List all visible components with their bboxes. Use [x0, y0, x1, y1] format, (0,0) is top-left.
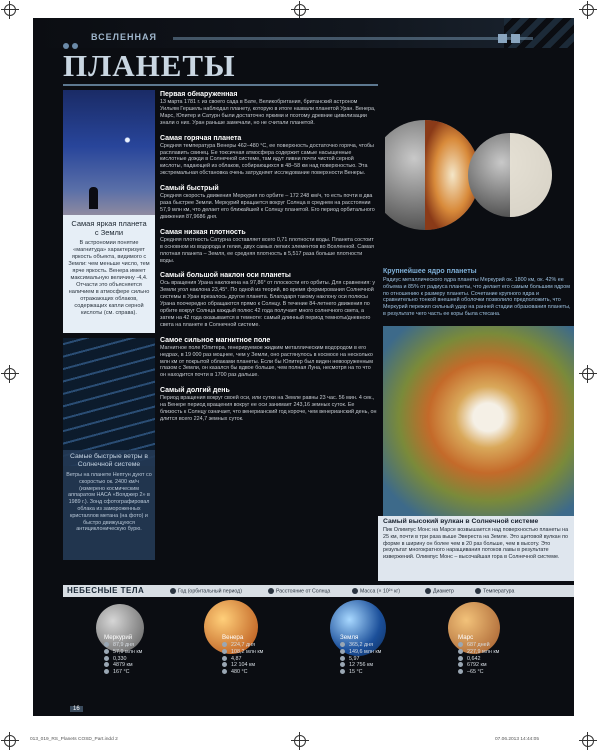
orbit-icon	[170, 588, 176, 594]
crop-mark	[4, 368, 16, 380]
articles-column	[160, 91, 377, 431]
legend-label: Расстояние от Солнца	[276, 588, 331, 595]
article-body: Ось вращения Урана наклонена на 97,86° от плоскости его орбиты. Для сравнения: у Земли угол наклона 23,45°. По одной из теорий, во время формирования Солнечной системы в Уран врезалось другое планета. Благодаря такому наклону оси полюсы Урана поочередно обращаются прямо к Солнцу. В течение 84-летнего движения по орбите вокруг Солнца каждый полюс 42 года получает много солнечного света, а затем на 42 года оказывается в темноте: самый длинный период темноты/дневного света на планете в Солнечной системе.	[160, 280, 376, 328]
article	[160, 135, 377, 178]
planet-name: Земля	[340, 634, 359, 641]
article-title: Первая обнаруженная	[160, 91, 238, 98]
article-title: Самая горячая планета	[160, 134, 242, 142]
planet-stat: 0,330	[104, 656, 194, 663]
planet-card-venus	[222, 634, 312, 676]
legend-label: Масса (× 10²⁴ кг)	[360, 588, 401, 595]
planet-card-mars	[458, 634, 548, 676]
planet-stat: 4,87	[222, 656, 312, 663]
planet-stat: 6792 км	[458, 662, 548, 669]
caption-text: Ветры на планете Нептун дуют со скоростью ок. 2400 км/ч (измерено космическим аппаратом НАСА «Вояджер 2» в 1989 г.). Зонд сфотографировал облака из замороженных кристаллов метана (на фото) и быстро движущуюся антициклоническую бурю.	[66, 472, 152, 533]
legend-item	[170, 588, 242, 594]
crop-mark	[582, 4, 594, 16]
article	[160, 387, 377, 423]
planet-stat: 0,642	[458, 656, 548, 663]
legend-label: Год (орбитальный период)	[178, 588, 242, 595]
article-title: Самое сильное магнитное поле	[160, 336, 271, 344]
distance-icon	[268, 588, 274, 594]
planet-stat: 87,9 дня	[104, 642, 194, 649]
article-body: 13 марта 1781 г. из своего сада в Бате, Великобритания, британский астроном Уильям Гершель наблюдал планету, которую в итоге назвали планетой Уран. Венера, Марс, Юпитер и Сатурн были достаточно яркими и поэтому древние цивилизации знали о них. Уран раньше замечали, но не считали планетой.	[160, 99, 376, 126]
print-footer: 013_019_RS_Planets COSD_Part.indd 2	[30, 737, 118, 742]
header-stripe	[504, 18, 574, 48]
planet-stat: 4879 км	[104, 662, 194, 669]
crop-mark	[4, 735, 16, 747]
article-body: Средняя скорость движения Меркурия по орбите – 172 248 км/ч, то есть почти в два раза быстрее Земли. Меркурий вращается вокруг Солнца в среднем на расстоянии 57,9 млн км, что делает его ближайшей к Солнцу планетой. Его период орбитального движения 87,9686 дня.	[160, 193, 375, 220]
legend-label: Диаметр	[433, 588, 454, 595]
legend-item	[475, 588, 514, 594]
article-title: Самый большой наклон оси планеты	[160, 272, 291, 280]
crop-mark	[294, 735, 306, 747]
temperature-icon	[475, 588, 481, 594]
planet-stat: –65 °С	[458, 669, 548, 676]
planet-stat: 365,2 дня	[340, 642, 430, 649]
planet-card-earth	[340, 634, 430, 676]
caption-title: Самые быстрые ветры в Солнечной системе	[70, 453, 148, 468]
crop-mark	[4, 4, 16, 16]
article-body: Средняя плотность Сатурна составляет всего 0,71 плотности воды. Планета состоит в основном из водорода и гелия, двух самых легких элементов во Вселенной. Самая плотная планета – Земля, ее средняя плотность в 5,517 раза больше плотности воды.	[160, 236, 374, 264]
planet-stat: 167 °С	[104, 669, 194, 676]
article-body: Период вращения вокруг своей оси, или сутки на Земле равны 23 час. 56 мин. 4 сек., на Венере период вращения вокруг ее оси занимает 243,16 земных суток. Ее близость к Солнцу означает, что венерианский год короче, чем венерианский день, он длится всего 224,7 земных суток.	[160, 395, 377, 422]
planet-stat: 687 дней	[458, 642, 548, 649]
planet-stat: 480 °С	[222, 669, 312, 676]
planet-stat: 108,2 млн км	[222, 649, 312, 656]
article	[160, 91, 377, 127]
planet-name: Меркурий	[104, 634, 133, 641]
planet-stat: 224,7 дня	[222, 642, 312, 649]
article-title: Самая низкая плотность	[160, 228, 246, 236]
header-square	[498, 34, 507, 43]
crop-mark	[582, 735, 594, 747]
title-underline	[63, 84, 378, 86]
diameter-icon	[425, 588, 431, 594]
mars-title: Самый высокий вулкан в Солнечной системе	[383, 518, 539, 525]
caption-text: В астрономии понятие «магнитуда» характеризует яркость объекта, видимого с Земли: чем меньше число, тем ярче яркость. Венера имеет максимальную величину -4,4. Отчасти это объясняется наличием в атмосфере сильно отражающих облаков, содержащих капли серной кислоты (см. справа).	[68, 240, 150, 316]
core-text: Радиус металлического ядра планеты Меркурий ок. 1800 км, ок. 42% ее объема и 85% от радиуса планеты, что делает его самым большим ядром по отношению к размеру планеты. Сочетание крупного ядра и сравнительно тонкой внешней оболочки позволило предположить, что Меркурий пережил сильный удар на ранней стадии образования планеты, в результате чего часть ее коры была стесана.	[383, 277, 571, 317]
planet-stat: 149,6 млн км	[340, 649, 430, 656]
planet-card-mercury	[104, 634, 194, 676]
header-square	[511, 34, 520, 43]
page-title: ПЛАНЕТЫ	[63, 48, 236, 83]
mass-icon	[352, 588, 358, 594]
article-body: Магнитное поле Юпитера, генерируемое жидким металлическим водородом в его недрах, в 19 000 раз мощнее, чем у Земли, оно растянулось в космосе на несколько млн км от покрытой облаками планеты. Если бы Юпитер был виден невооруженным глазом с Земли, он казался бы вдвое больше, чем полная Луна, несмотря на то что он находится почти в 1700 раз дальше.	[160, 344, 373, 379]
article	[160, 272, 377, 328]
mercury-cutaway-illustration	[385, 95, 555, 265]
crop-mark	[294, 4, 306, 16]
article	[160, 229, 377, 265]
planet-stat: 12 756 км	[340, 662, 430, 669]
article-title: Самый долгий день	[160, 387, 230, 395]
article-body: Средняя температура Венеры 462–480 °С, ее поверхность достаточно горяча, чтобы расплавить свинец. Ее токсичная атмосфера содержит самые насыщенные кислотные дожди в Солнечной системе, там идут ливни почти чистой серной кислоты, падающей из облаков, собирающихся в 48–58 км над поверхностью. Эта экстремальная обстановка очень затрудняет исследование поверхности Венеры.	[160, 142, 374, 177]
article	[160, 337, 377, 380]
planet-stat: 15 °С	[340, 669, 430, 676]
page-number: 16	[70, 706, 83, 712]
planet-name: Венера	[222, 634, 244, 641]
crop-mark	[582, 368, 594, 380]
planet-stat: 227,9 млн км	[458, 649, 548, 656]
mars-text: Пик Олимпус Монс на Марсе возвышается над поверхностью планеты на 25 км, почти в три раза выше Эвереста на Земле. Это щитовой вулкан по форме в ширину он более чем в 20 раз больше, чем в высоту. Это результат многократного наращивания потоков лавы в результате извержений. Олимпус Монс – высочайшая гора в Солнечной системе.	[383, 527, 569, 561]
legend-item	[268, 588, 330, 594]
planet-stat: 57,9 млн км	[104, 649, 194, 656]
legend-item	[425, 588, 454, 594]
planet-stat: 5,97	[340, 656, 430, 663]
core-title: Крупнейшее ядро планеты	[383, 268, 477, 275]
header-rule	[173, 37, 533, 40]
bodies-title: НЕБЕСНЫЕ ТЕЛА	[67, 586, 145, 595]
caption-title: Самая яркая планета с Земли	[71, 219, 147, 237]
planet-stat: 12 104 км	[222, 662, 312, 669]
print-footer-date: 07.06.2013 14:44:05	[495, 737, 540, 742]
star-photo	[63, 90, 155, 215]
legend-label: Температура	[483, 588, 515, 595]
legend-item	[352, 588, 400, 594]
olympus-mons-image	[383, 326, 574, 516]
section-label: ВСЕЛЕННАЯ	[91, 32, 157, 42]
neptune-clouds-photo	[63, 338, 155, 466]
article	[160, 185, 377, 221]
article-title: Самый быстрый	[160, 185, 219, 193]
planet-name: Марс	[458, 634, 474, 641]
